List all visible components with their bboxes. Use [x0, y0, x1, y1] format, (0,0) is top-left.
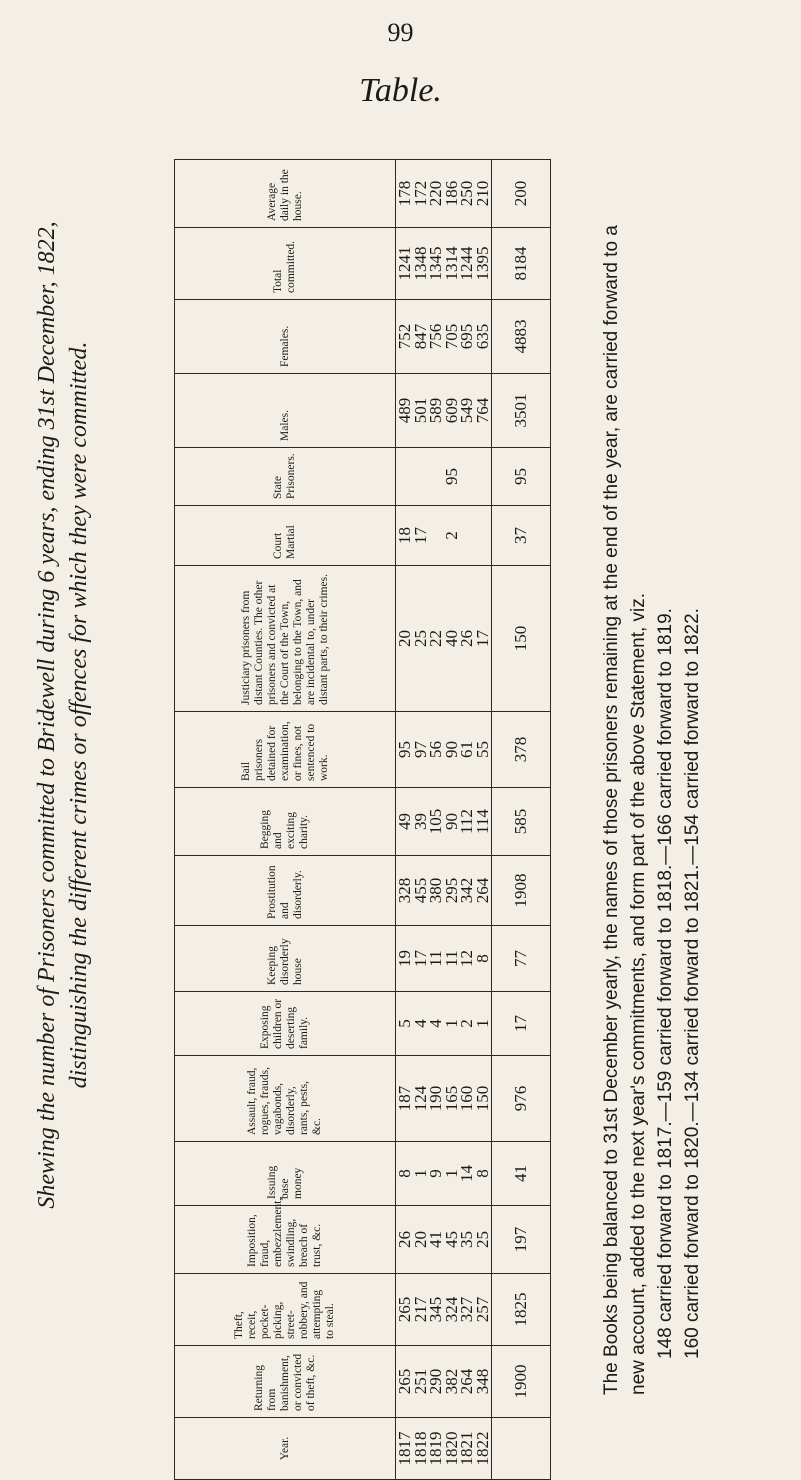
value: 4 — [410, 1019, 430, 1028]
value: 114 — [472, 809, 492, 834]
value: 17 — [410, 527, 430, 544]
col-header-imposition-fraud: Imposition, fraud, embezzlement, swindling, breach of trust, &c. — [175, 1206, 396, 1274]
value: 8 — [472, 1169, 492, 1178]
col-header-issuing-base-money: Issuing base money — [175, 1142, 396, 1206]
total-cell: 1900 — [492, 1346, 551, 1418]
value: 345 — [426, 1296, 445, 1323]
value: 14 — [457, 1165, 476, 1182]
page-caption: Table. — [359, 72, 442, 109]
value: 1 — [441, 1169, 461, 1178]
value: 589 — [426, 397, 445, 424]
value: 764 — [472, 397, 492, 424]
value: 382 — [441, 1368, 461, 1395]
balance-note-line-2: new account, added to the next year's commitments, and form part of the above Statement, viz. — [628, 592, 649, 1395]
bail-prisoners-cell — [396, 712, 492, 788]
value: 324 — [441, 1296, 461, 1323]
value: 124 — [410, 1085, 430, 1112]
values-row — [396, 160, 492, 1480]
value: 17 — [472, 630, 492, 647]
value: 609 — [441, 397, 461, 424]
value: 210 — [472, 180, 492, 207]
issuing-base-money-cell — [396, 1142, 492, 1206]
value: 1821 — [457, 1431, 476, 1466]
value: 11 — [426, 950, 445, 967]
col-header-prostitution: Prostitution and disorderly. — [175, 856, 396, 926]
value: 61 — [457, 741, 476, 758]
value: 847 — [410, 323, 430, 350]
value: 251 — [410, 1368, 430, 1395]
value: 327 — [457, 1296, 476, 1323]
value: 295 — [441, 877, 461, 904]
value: 187 — [395, 1085, 414, 1112]
total-cell: 77 — [492, 926, 551, 992]
total-cell: 378 — [492, 712, 551, 788]
value: 95 — [441, 468, 461, 485]
value: 55 — [472, 741, 492, 758]
value: 105 — [426, 808, 445, 835]
page-number: 99 — [387, 18, 414, 47]
total-cell: 8184 — [492, 228, 551, 300]
value: 342 — [457, 877, 476, 904]
value: 41 — [426, 1231, 445, 1248]
value: 25 — [410, 630, 430, 647]
prostitution-cell — [396, 856, 492, 926]
value: 4 — [426, 1019, 445, 1028]
value: 112 — [457, 809, 476, 834]
value: 8 — [395, 1169, 414, 1178]
col-header-males: Males. — [175, 374, 396, 448]
total-cell: 17 — [492, 992, 551, 1056]
value: 290 — [426, 1368, 445, 1395]
col-header-average-daily: Average daily in the house. — [175, 160, 396, 228]
col-header-total-committed: Total committed. — [175, 228, 396, 300]
table-title-line-1: Shewing the number of Prisoners committed to Bridewell during 6 years, ending 31st December, 1822, — [34, 221, 60, 1209]
value: 178 — [395, 180, 414, 207]
value: 19 — [395, 950, 414, 967]
imposition-fraud-cell — [396, 1206, 492, 1274]
value: 20 — [410, 1231, 430, 1248]
commitments-table-wrapper — [174, 160, 541, 1480]
col-header-assault-rogues: Assault, fraud, rogues, frauds, vagabonds, disorderly, rants, pests, &c. — [175, 1056, 396, 1142]
value: 1395 — [472, 246, 492, 281]
value: 1819 — [426, 1431, 445, 1466]
value: 160 — [457, 1085, 476, 1112]
females-cell — [396, 300, 492, 374]
total-cell: 4883 — [492, 300, 551, 374]
totals-row — [492, 160, 551, 1480]
value: 695 — [457, 323, 476, 350]
value: 549 — [457, 397, 476, 424]
value: 26 — [457, 630, 476, 647]
begging-cell — [396, 788, 492, 856]
value: 265 — [395, 1368, 414, 1395]
value: 56 — [426, 741, 445, 758]
value: 9 — [426, 1169, 445, 1178]
value — [475, 506, 491, 565]
balance-note-line-3: 148 carried forward to 1817.—159 carried forward to 1818.—166 carried forward to 1819. — [655, 608, 676, 1359]
total-cell: 37 — [492, 506, 551, 566]
col-header-exposing-children: Exposing children or deserting family. — [175, 992, 396, 1056]
value: 172 — [410, 180, 430, 207]
disorderly-house-cell — [396, 926, 492, 992]
col-header-year: Year. — [175, 1418, 396, 1480]
value: 95 — [395, 741, 414, 758]
value: 257 — [472, 1296, 492, 1323]
value: 264 — [472, 877, 492, 904]
total-cell: 585 — [492, 788, 551, 856]
value: 265 — [395, 1296, 414, 1323]
value: 489 — [395, 397, 414, 424]
value — [459, 506, 475, 565]
value: 190 — [426, 1085, 445, 1112]
value: 49 — [395, 813, 414, 830]
value: 455 — [410, 877, 430, 904]
value: 20 — [395, 630, 414, 647]
table-title-line-2: distinguishing the different crimes or offences for which they were committed. — [66, 341, 92, 1089]
value — [459, 448, 475, 505]
court-martial-cell — [396, 506, 492, 566]
col-header-court-martial: Court Martial — [175, 506, 396, 566]
value: 17 — [410, 950, 430, 967]
state-prisoners-cell — [396, 448, 492, 506]
value: 1 — [472, 1019, 492, 1028]
total-cell: 200 — [492, 160, 551, 228]
value — [397, 448, 413, 505]
value: 90 — [441, 741, 461, 758]
year-cell — [396, 1418, 492, 1480]
value: 264 — [457, 1368, 476, 1395]
value: 8 — [472, 954, 492, 963]
col-header-bail-prisoners: Bail prisoners detained for examination, or fines, not sentenced to work. — [175, 712, 396, 788]
value: 186 — [441, 180, 461, 207]
balance-note-line-4: 160 carried forward to 1820.—134 carried forward to 1821.—154 carried forward to 1822. — [682, 608, 703, 1359]
total-cell: 197 — [492, 1206, 551, 1274]
commitments-table — [174, 159, 551, 1480]
col-header-disorderly-house: Keeping disorderly house — [175, 926, 396, 992]
value: 1345 — [426, 246, 445, 281]
value: 90 — [441, 813, 461, 830]
total-cell: 150 — [492, 566, 551, 712]
value: 250 — [457, 180, 476, 207]
value: 25 — [472, 1231, 492, 1248]
total-cell — [492, 1418, 551, 1480]
header-row — [175, 160, 396, 1480]
value: 635 — [472, 323, 492, 350]
col-header-females: Females. — [175, 300, 396, 374]
value: 1 — [441, 1019, 461, 1028]
value: 752 — [395, 323, 414, 350]
value: 26 — [395, 1231, 414, 1248]
value: 220 — [426, 180, 445, 207]
value: 1314 — [441, 246, 461, 281]
total-cell: 3501 — [492, 374, 551, 448]
value: 165 — [441, 1085, 461, 1112]
value: 5 — [395, 1019, 414, 1028]
balance-note-line-1: The Books being balanced to 31st December yearly, the names of those prisoners remaining at the end of the year, are carried forward to a — [601, 225, 622, 1395]
assault-rogues-cell — [396, 1056, 492, 1142]
value: 756 — [426, 323, 445, 350]
value: 348 — [472, 1368, 492, 1395]
value: 705 — [441, 323, 461, 350]
value: 45 — [441, 1231, 461, 1248]
value: 22 — [426, 630, 445, 647]
table-title — [31, 35, 95, 1395]
col-header-begging: Begging and exciting charity. — [175, 788, 396, 856]
average-daily-cell — [396, 160, 492, 228]
value: 1817 — [395, 1431, 414, 1466]
value: 380 — [426, 877, 445, 904]
value: 1244 — [457, 246, 476, 281]
value — [475, 448, 491, 505]
value: 150 — [472, 1085, 492, 1112]
value: 1 — [410, 1169, 430, 1178]
value: 11 — [441, 950, 461, 967]
value — [413, 448, 429, 505]
value: 328 — [395, 877, 414, 904]
value: 2 — [441, 531, 461, 540]
col-header-theft: Theft, receit, pocket-picking, street-robbery, and attempting to steal. — [175, 1274, 396, 1346]
value: 1241 — [395, 246, 414, 281]
col-header-state-prisoners: State Prisoners. — [175, 448, 396, 506]
value: 12 — [457, 950, 476, 967]
returning-from-banishment-cell — [396, 1346, 492, 1418]
total-committed-cell — [396, 228, 492, 300]
col-header-justiciary-prisoners: Justiciary prisoners from distant Counties. The other prisoners and convicted at the Court of the Town, belonging to the Town, and are incidental to, under distant parts, to their crimes. — [175, 566, 396, 712]
col-header-returning-from-banishment: Returning from banishment, or convicted of theft, &c. — [175, 1346, 396, 1418]
theft-cell — [396, 1274, 492, 1346]
exposing-children-cell — [396, 992, 492, 1056]
value: 2 — [457, 1019, 476, 1028]
total-cell: 41 — [492, 1142, 551, 1206]
value: 18 — [395, 527, 414, 544]
total-cell: 95 — [492, 448, 551, 506]
total-cell: 1825 — [492, 1274, 551, 1346]
value: 1348 — [410, 246, 430, 281]
value: 40 — [441, 630, 461, 647]
total-cell: 976 — [492, 1056, 551, 1142]
value: 217 — [410, 1296, 430, 1323]
value: 35 — [457, 1231, 476, 1248]
value: 1818 — [410, 1431, 430, 1466]
total-cell: 1908 — [492, 856, 551, 926]
value: 97 — [410, 741, 430, 758]
value: 39 — [410, 813, 430, 830]
justiciary-prisoners-cell — [396, 566, 492, 712]
males-cell — [396, 374, 492, 448]
balance-note — [598, 15, 788, 1395]
value: 1820 — [441, 1431, 461, 1466]
value: 1822 — [472, 1431, 492, 1466]
value: 501 — [410, 397, 430, 424]
